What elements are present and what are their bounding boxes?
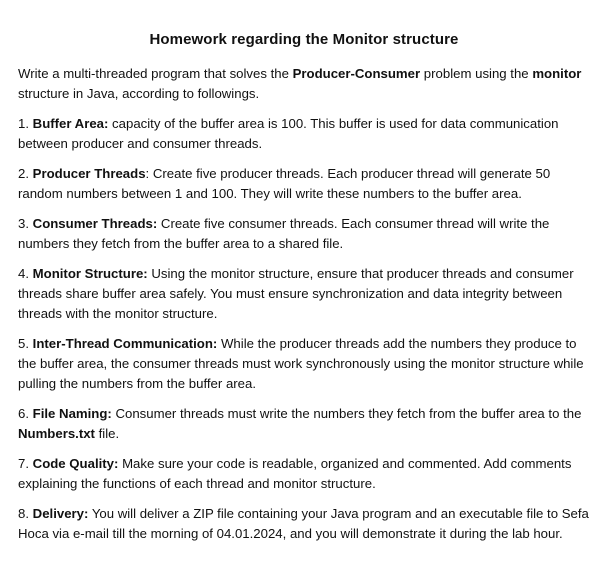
item-number: 6.	[18, 406, 33, 421]
intro-text-1: Write a multi-threaded program that solves the	[18, 66, 293, 81]
item-text: Consumer threads must write the numbers they fetch from the buffer area to the	[111, 406, 582, 421]
item-heading: Producer Threads	[32, 166, 146, 181]
item-number: 2.	[18, 166, 33, 181]
item-text-end: file.	[94, 426, 120, 441]
item-delivery	[18, 504, 590, 544]
intro-bold-producer-consumer: Producer-Consumer	[292, 66, 421, 81]
item-heading: Code Quality:	[32, 456, 119, 471]
item-heading: Monitor Structure:	[32, 266, 148, 281]
item-buffer-area	[18, 114, 590, 154]
item-producer-threads	[18, 164, 590, 204]
item-text: Create five consumer threads. Each consumer thread will write the numbers they fetch from the buffer area to a shared file.	[18, 216, 550, 251]
item-text: : Create five producer threads. Each producer thread will generate 50 random numbers between 1 and 100. They will write these numbers to the buffer area.	[18, 166, 551, 201]
file-name-bold: Numbers.txt	[18, 426, 95, 441]
item-file-naming	[18, 404, 590, 444]
item-number: 1.	[18, 116, 33, 131]
item-text: You will deliver a ZIP file containing your Java program and an executable file to Sefa Hoca via e-mail till the morning of 04.01.2024, and you will demonstrate it during the lab hour.	[18, 506, 589, 541]
intro-bold-monitor: monitor	[532, 66, 582, 81]
item-monitor-structure	[18, 264, 590, 324]
document-title: Homework regarding the Monitor structure	[149, 31, 459, 48]
item-text: While the producer threads add the numbers they produce to the buffer area, the consumer threads must work synchronously using the monitor structure while pulling the numbers from the buffer area.	[18, 336, 584, 391]
item-heading: Delivery:	[32, 506, 89, 521]
item-heading: File Naming:	[32, 406, 112, 421]
item-number: 8.	[18, 506, 33, 521]
item-number: 3.	[18, 216, 33, 231]
item-consumer-threads	[18, 214, 590, 254]
item-text: Make sure your code is readable, organized and commented. Add comments explaining the functions of each thread and monitor structure.	[18, 456, 572, 491]
intro-text-3: structure in Java, according to followings.	[18, 86, 260, 101]
intro-paragraph	[18, 64, 590, 104]
item-heading: Inter-Thread Communication:	[32, 336, 218, 351]
item-heading: Buffer Area:	[32, 116, 109, 131]
item-heading: Consumer Threads:	[32, 216, 158, 231]
item-number: 5.	[18, 336, 33, 351]
item-number: 7.	[18, 456, 33, 471]
item-text: Using the monitor structure, ensure that producer threads and consumer threads share buffer area safely. You must ensure synchronization and data integrity between threads with the monitor structure.	[18, 266, 574, 321]
intro-text-2: problem using the	[420, 66, 533, 81]
item-inter-thread-communication	[18, 334, 590, 394]
item-text: capacity of the buffer area is 100. This buffer is used for data communication between producer and consumer threads.	[18, 116, 559, 151]
item-code-quality	[18, 454, 590, 494]
item-number: 4.	[18, 266, 33, 281]
